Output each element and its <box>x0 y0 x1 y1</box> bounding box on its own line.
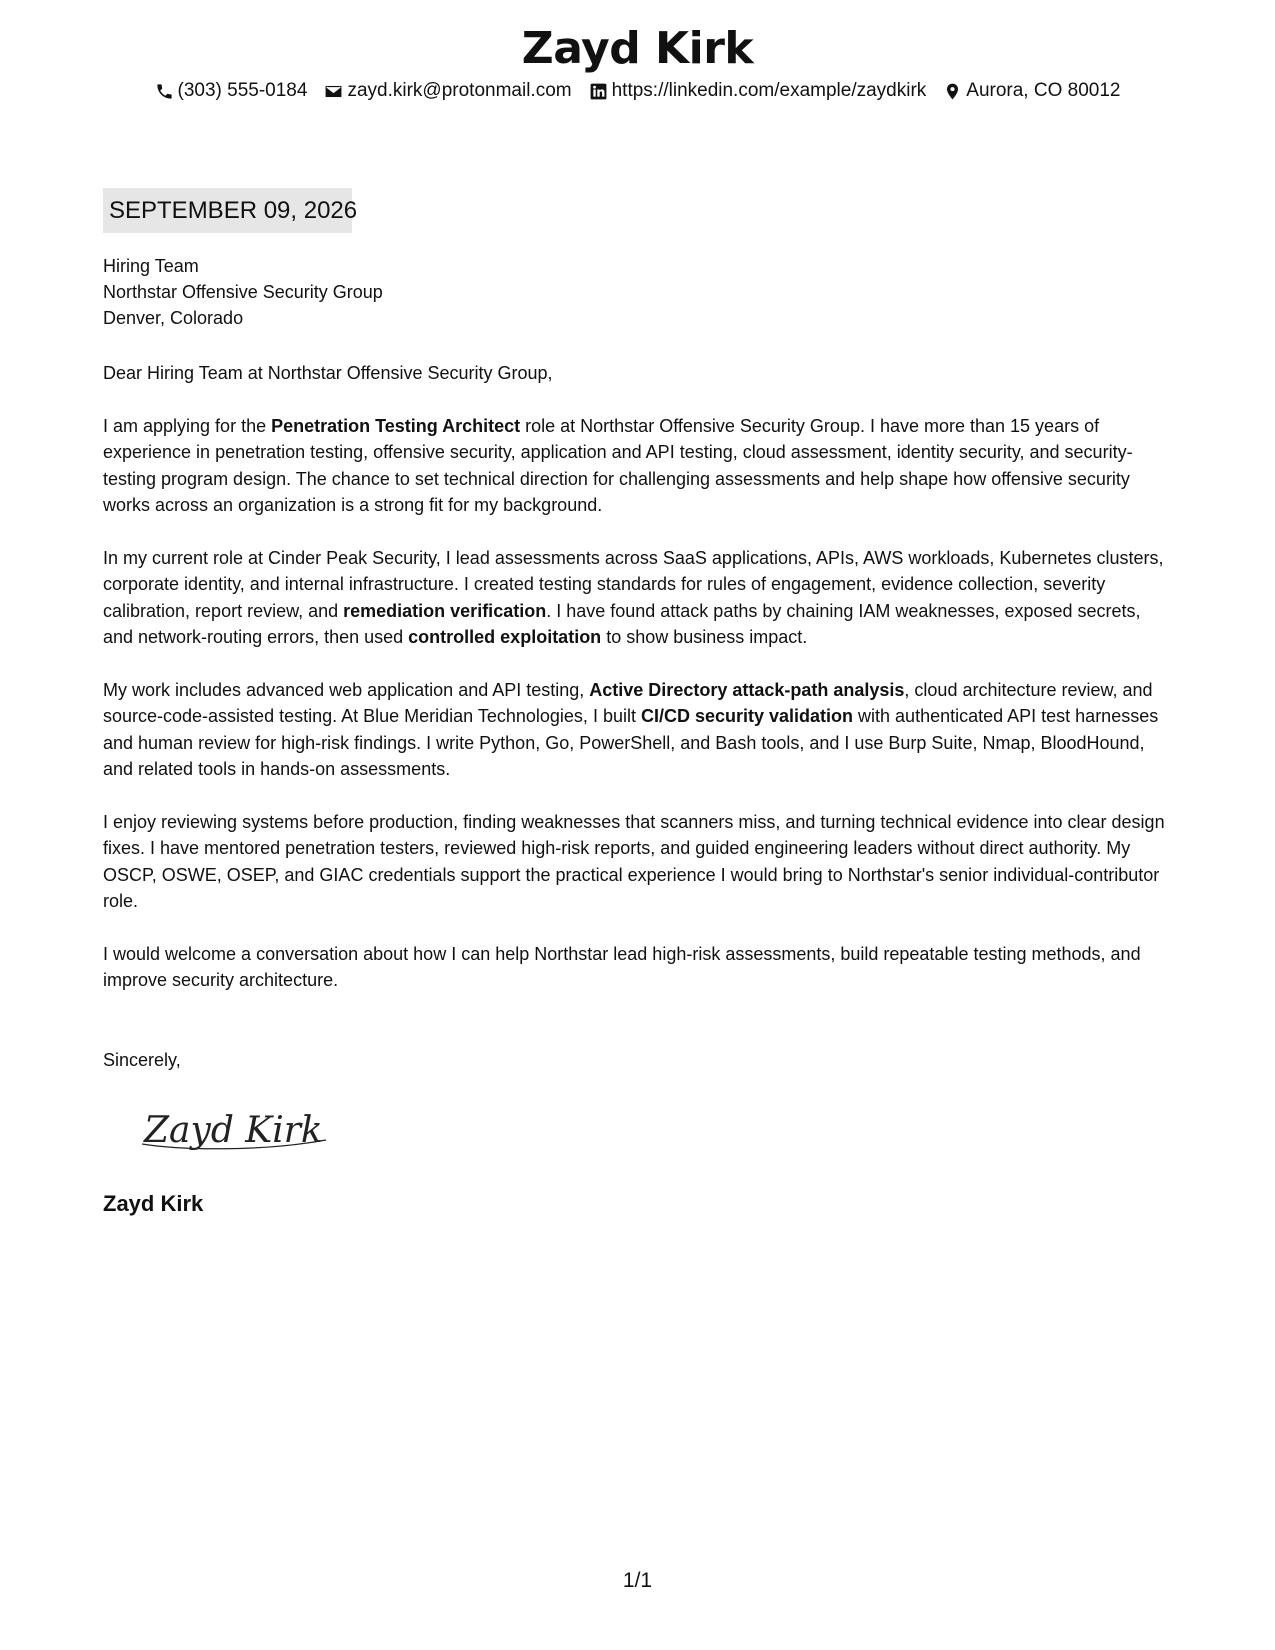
contact-email <box>324 78 571 104</box>
emphasis: remediation verification <box>343 600 547 621</box>
recipient-line: Northstar Offensive Security Group <box>103 282 383 302</box>
paragraph: I would welcome a conversation about how I can help Northstar lead high-risk assessments, build repeatable testing methods, and improve security architecture. <box>103 943 1141 990</box>
salutation: Dear Hiring Team at Northstar Offensive Security Group, <box>103 363 553 383</box>
envelope-icon <box>324 82 343 101</box>
paragraph: I am applying for the Penetration Testing Architect role at Northstar Offensive Security Group. I have more than 15 years of experience in penetration testing, offensive security, application and API testing, cloud assessment, identity security, and security-testing program design. The chance to set technical direction for challenging assessments and help shape how offensive security works across an organization is a strong fit for my background. <box>103 415 1133 515</box>
emphasis: Penetration Testing Architect <box>271 415 521 436</box>
page-number: 1/1 <box>622 1569 653 1592</box>
contact-location <box>943 78 1120 104</box>
paragraph: My work includes advanced web application and API testing, Active Directory attack-path analysis, cloud architecture review, and source-code-assisted testing. At Blue Meridian Technologies, I built CI/CD security validation with authenticated API test harnesses and human review for high-risk findings. I write Python, Go, PowerShell, and Bash tools, and I use Burp Suite, Nmap, BloodHound, and related tools in hands-on assessments. <box>103 679 1159 779</box>
signature <box>140 1100 330 1160</box>
emphasis: Active Directory attack-path analysis <box>589 679 905 700</box>
email-text: zayd.kirk@protonmail.com <box>347 80 572 101</box>
phone-text: (303) 555-0184 <box>177 80 308 101</box>
recipient-line: Hiring Team <box>103 256 199 276</box>
paragraph: I enjoy reviewing systems before production, finding weaknesses that scanners miss, and turning technical evidence into clear design fixes. I have mentored penetration testers, reviewed high-risk reports, and guided engineering leaders without direct authority. My OSCP, OSWE, OSEP, and GIAC credentials support the practical experience I would bring to Northstar's senior individual-contributor role. <box>103 811 1165 911</box>
contact-phone <box>155 78 308 104</box>
contact-linkedin <box>589 78 927 104</box>
contact-bar <box>0 78 1275 104</box>
emphasis: controlled exploitation <box>408 627 602 647</box>
map-pin-icon <box>943 82 962 101</box>
recipient-block <box>103 253 383 331</box>
linkedin-icon <box>589 82 608 101</box>
letter-body <box>103 360 1175 1020</box>
signer-name: Zayd Kirk <box>103 1191 204 1216</box>
letter-date: SEPTEMBER 09, 2026 <box>103 188 352 233</box>
svg-text:Zayd Kirk: Zayd Kirk <box>144 1110 323 1151</box>
applicant-name: Zayd Kirk <box>521 23 754 74</box>
location-text: Aurora, CO 80012 <box>966 80 1121 101</box>
closing: Sincerely, <box>103 1050 181 1070</box>
emphasis: CI/CD security validation <box>640 706 854 726</box>
recipient-line: Denver, Colorado <box>103 308 244 328</box>
linkedin-text: https://linkedin.com/example/zaydkirk <box>611 80 927 101</box>
paragraph: In my current role at Cinder Peak Security, I lead assessments across SaaS applications, APIs, AWS workloads, Kubernetes clusters, corporate identity, and internal infrastructure. I created testing standards for rules of engagement, evidence collection, severity calibration, report review, and remediation verification. I have found attack paths by chaining IAM weaknesses, exposed secrets, and network-routing errors, then used controlled exploitation to show business impact. <box>103 547 1164 647</box>
phone-icon <box>155 82 174 101</box>
